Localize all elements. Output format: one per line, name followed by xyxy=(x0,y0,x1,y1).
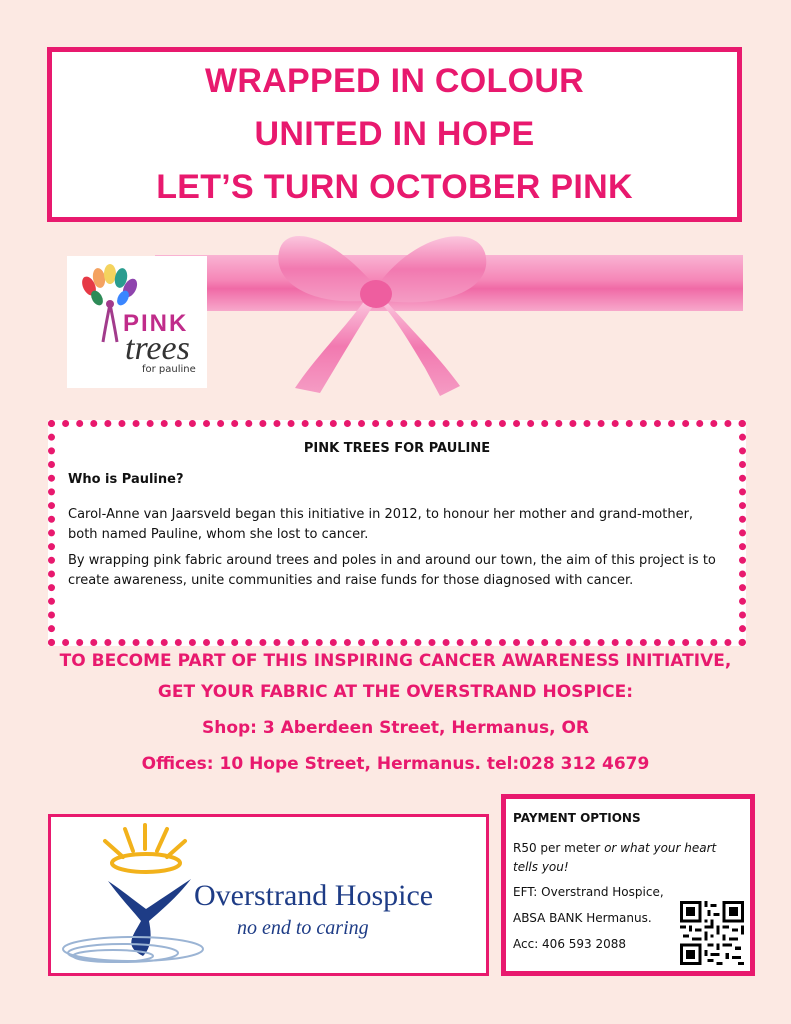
logo-trees-text: trees xyxy=(125,330,190,367)
headline-line-3: LET’S TURN OCTOBER PINK xyxy=(156,168,633,206)
info-box xyxy=(48,420,746,646)
pink-bow-icon xyxy=(195,218,555,408)
hospice-tagline: no end to caring xyxy=(237,917,369,939)
payment-price-italic: or what your heart tells you! xyxy=(513,841,717,874)
hospice-logo-box xyxy=(48,814,489,976)
info-paragraph-2: By wrapping pink fabric around trees and poles in and around our town, the aim of this project is to create awareness, unite communities and raise funds for those diagnosed with cancer. xyxy=(68,553,716,588)
info-title: PINK TREES FOR PAULINE xyxy=(303,441,491,456)
cta-line-1: TO BECOME PART OF THIS INSPIRING CANCER AWARENESS INITIATIVE, xyxy=(59,651,732,671)
pink-trees-logo xyxy=(67,256,207,388)
payment-price-text: R50 per meter xyxy=(513,841,605,855)
qr-code-icon[interactable] xyxy=(680,901,744,965)
logo-for-pauline-text: for pauline xyxy=(142,364,196,375)
headline-line-2: UNITED IN HOPE xyxy=(254,115,535,153)
payment-price xyxy=(513,839,741,877)
payment-title: PAYMENT OPTIONS xyxy=(513,811,641,825)
payment-account: Acc: 406 593 2088 xyxy=(513,937,627,951)
header-box xyxy=(47,47,742,222)
logo-pink-text: PINK xyxy=(123,310,189,337)
payment-bank: ABSA BANK Hermanus. xyxy=(513,911,652,925)
cta-shop-address: Shop: 3 Aberdeen Street, Hermanus, OR xyxy=(201,718,590,738)
payment-eft: EFT: Overstrand Hospice, xyxy=(513,885,664,899)
cta-offices-address: Offices: 10 Hope Street, Hermanus. tel:028 312 4679 xyxy=(141,754,650,774)
headline-line-1: WRAPPED IN COLOUR xyxy=(204,62,585,100)
payment-box xyxy=(501,794,755,976)
hospice-name: Overstrand Hospice xyxy=(194,879,434,912)
cta-line-2: GET YOUR FABRIC AT THE OVERSTRAND HOSPICE: xyxy=(157,682,634,702)
info-paragraph-1: Carol-Anne van Jaarsveld began this initiative in 2012, to honour her mother and grand-mother, both named Pauline, whom she lost to cancer. xyxy=(68,507,694,542)
info-question: Who is Pauline? xyxy=(68,472,184,487)
